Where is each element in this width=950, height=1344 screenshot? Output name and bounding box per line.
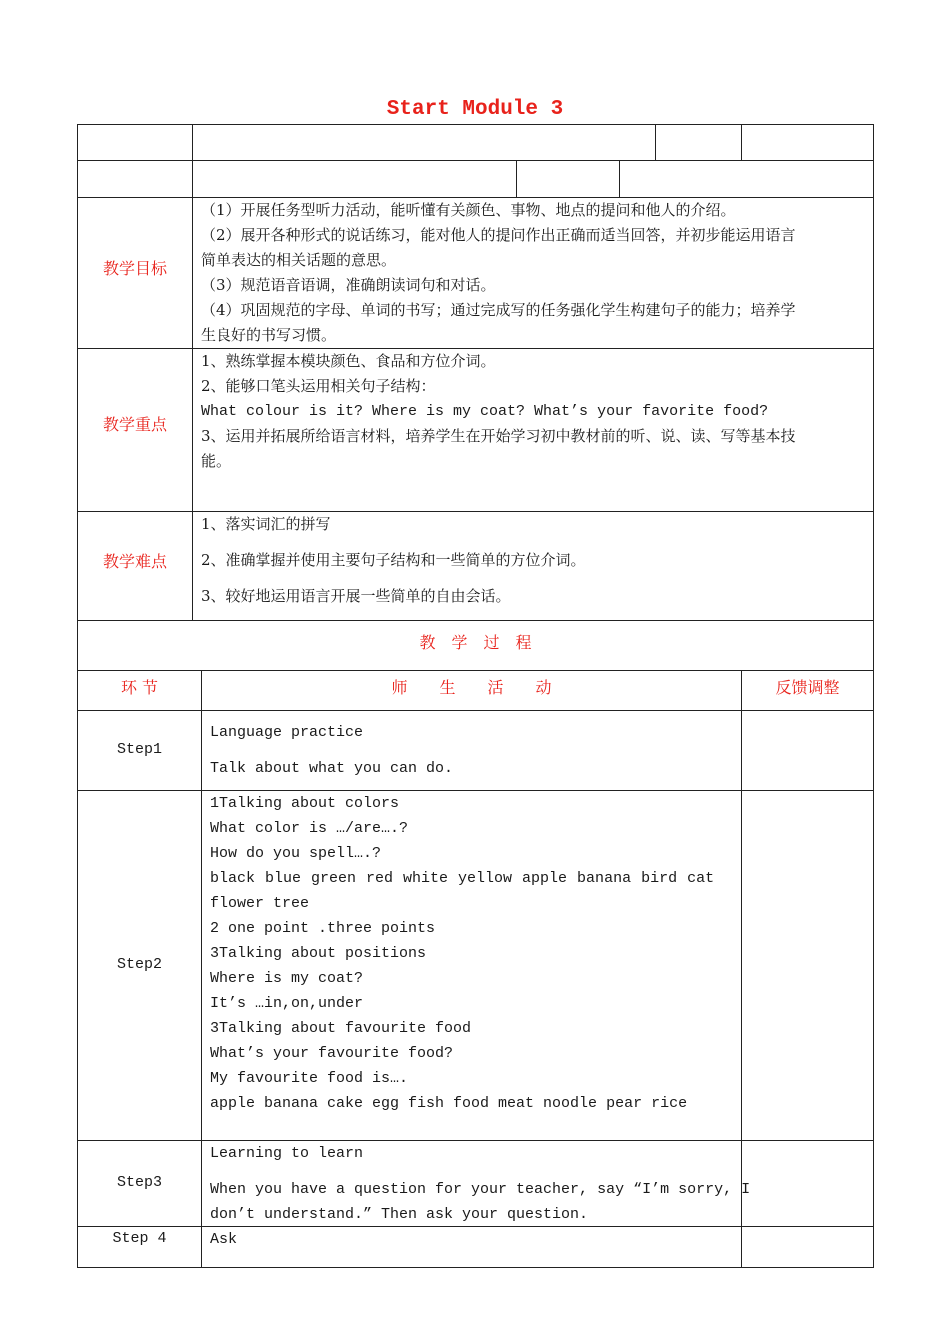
difficulty-line: 1、落实词汇的拼写 <box>201 515 331 533</box>
objective-line: （2）展开各种形式的说话练习，能对他人的提问作出正确而适当回答，并初步能运用语言 <box>201 226 796 244</box>
activity-line: apple banana cake egg fish food meat noodle pear rice <box>210 1095 688 1112</box>
activity-line: black blue green red white yellow apple banana bird cat <box>210 870 715 887</box>
document-title: Start Module 3 <box>386 98 564 121</box>
objective-line: （1）开展任务型听力活动，能听懂有关颜色、事物、地点的提问和他人的介绍。 <box>201 201 736 219</box>
step-name: Step1 <box>116 741 162 758</box>
activity-line: Ask <box>210 1231 238 1248</box>
objective-line: 生良好的书写习惯。 <box>201 326 337 344</box>
activity-line: What’s your favourite food? <box>210 1045 454 1062</box>
step-name: Step3 <box>116 1174 162 1191</box>
info-cell <box>77 124 193 161</box>
key-point-line: 能。 <box>201 452 232 470</box>
activity-line: 1Talking about colors <box>210 795 400 812</box>
activity-line: 3Talking about favourite food <box>210 1020 472 1037</box>
difficulty-line: 2、准确掌握并使用主要句子结构和一些简单的方位介词。 <box>201 551 586 569</box>
activity-line: How do you spell….? <box>210 845 382 862</box>
process-header: 教 学 过 程 <box>419 633 532 652</box>
step-name: Step2 <box>116 956 162 973</box>
info-cell <box>192 160 517 198</box>
objective-line: （3）规范语音语调，准确朗读词句和对话。 <box>201 276 496 294</box>
activity-line: It’s …in,on,under <box>210 995 364 1012</box>
info-cell <box>77 160 193 198</box>
key-points-label: 教学重点 <box>102 415 167 434</box>
activity-line: When you have a question for your teacher, say “I’m sorry, I <box>210 1181 751 1198</box>
column-feedback-header: 反馈调整 <box>775 678 840 697</box>
activity-line: Language practice <box>210 724 364 741</box>
activity-line: My favourite food is…. <box>210 1070 409 1087</box>
info-cell <box>516 160 620 198</box>
objectives-label: 教学目标 <box>102 259 167 278</box>
activity-line: Talk about what you can do. <box>210 760 454 777</box>
step-name: Step 4 <box>112 1230 167 1247</box>
activity-line: Where is my coat? <box>210 970 364 987</box>
difficulty-line: 3、较好地运用语言开展一些简单的自由会话。 <box>201 587 511 605</box>
activity-line: 3Talking about positions <box>210 945 427 962</box>
key-point-line: 1、熟练掌握本模块颜色、食品和方位介词。 <box>201 352 496 370</box>
activity-line: Learning to learn <box>210 1145 364 1162</box>
activity-line: 2 one point .three points <box>210 920 436 937</box>
column-stage-header: 环 节 <box>120 678 159 697</box>
key-point-line: 2、能够口笔头运用相关句子结构： <box>201 377 436 395</box>
objective-line: 简单表达的相关话题的意思。 <box>201 251 397 269</box>
activity-line: flower tree <box>210 895 310 912</box>
column-activity-header: 师 生 活 动 <box>391 678 552 697</box>
key-point-line: What colour is it? Where is my coat? What’s your favorite food? <box>201 403 769 420</box>
info-cell <box>655 124 742 161</box>
objective-line: （4）巩固规范的字母、单词的书写；通过完成写的任务强化学生构建句子的能力；培养学 <box>201 301 796 319</box>
info-cell <box>192 124 656 161</box>
key-point-line: 3、运用并拓展所给语言材料，培养学生在开始学习初中教材前的听、说、读、写等基本技 <box>201 427 796 445</box>
activity-line: don’t understand.” Then ask your question. <box>210 1206 589 1223</box>
activity-line: What color is …/are….? <box>210 820 409 837</box>
difficulties-label: 教学难点 <box>102 552 167 571</box>
step-activity-cell <box>201 1226 742 1268</box>
